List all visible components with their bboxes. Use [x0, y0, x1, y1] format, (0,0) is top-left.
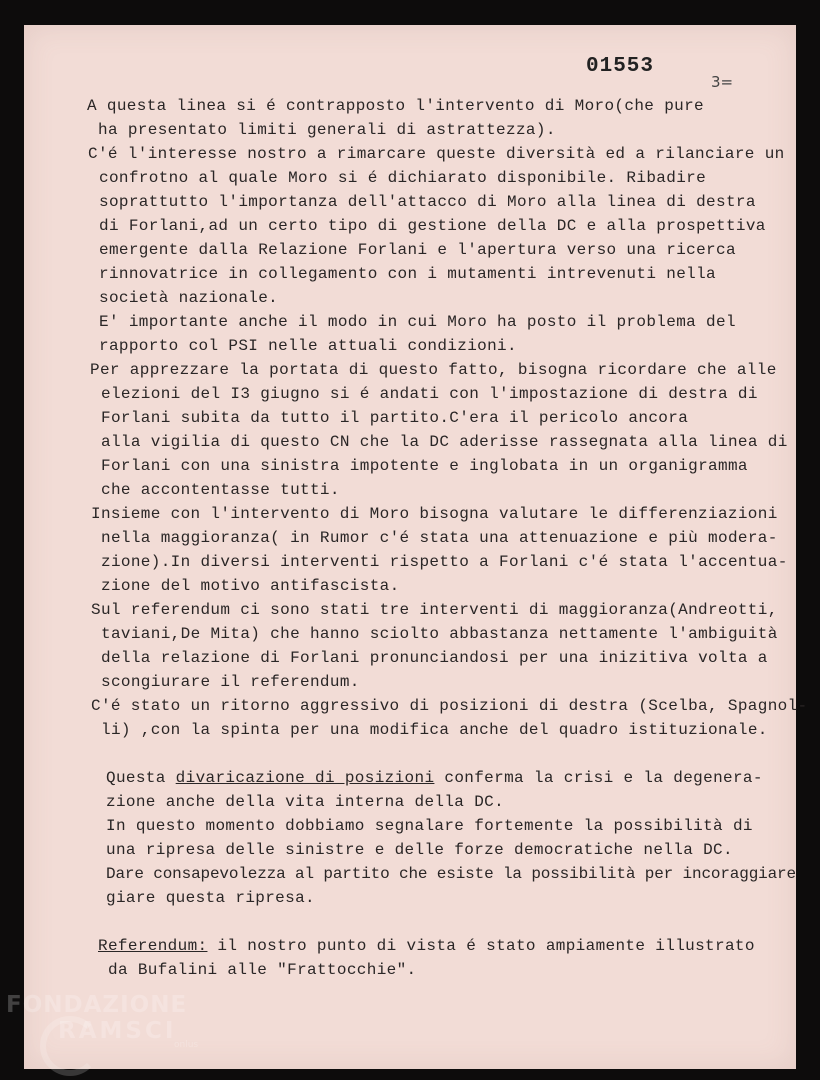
text-line: nella maggioranza( in Rumor c'é stata una attenuazione e più modera-	[101, 529, 778, 547]
text-line: elezioni del I3 giugno si é andati con l'impostazione di destra di	[101, 385, 758, 403]
text-line-divaricazione: Questa divaricazione di posizioni conferma la crisi e la degenera-	[106, 769, 763, 787]
text-line: E' importante anche il modo in cui Moro ha posto il problema del	[99, 313, 736, 331]
text-line: In questo momento dobbiamo segnalare fortemente la possibilità di	[106, 817, 753, 835]
text-line: A questa linea si é contrapposto l'intervento di Moro(che pure	[87, 97, 704, 115]
text-line: Sul referendum ci sono stati tre interventi di maggioranza(Andreotti,	[91, 601, 778, 619]
text-line: Per apprezzare la portata di questo fatto, bisogna ricordare che alle	[90, 361, 777, 379]
text-line: Insieme con l'intervento di Moro bisogna valutare le differenziazioni	[91, 505, 778, 523]
text-line: Forlani subita da tutto il partito.C'era il pericolo ancora	[101, 409, 689, 427]
text-line: emergente dalla Relazione Forlani e l'apertura verso una ricerca	[99, 241, 736, 259]
text-line: li) ,con la spinta per una modifica anche del quadro istituzionale.	[101, 721, 768, 739]
text-line: rinnovatrice in collegamento con i mutamenti intrevenuti nella	[99, 265, 716, 283]
referendum-label: Referendum:	[98, 937, 208, 955]
text-line: C'é l'interesse nostro a rimarcare queste diversità ed a rilanciare un	[88, 145, 785, 163]
text-line: ha presentato limiti generali di astrattezza).	[98, 121, 556, 139]
text-line: che accontentasse tutti.	[101, 481, 340, 499]
text-line: giare questa ripresa.	[106, 889, 315, 907]
text-line: di Forlani,ad un certo tipo di gestione della DC e alla prospettiva	[99, 217, 766, 235]
text-line: Dare consapevolezza al partito che esiste la possibilità per incoraggiare	[106, 865, 796, 883]
text-line: scongiurare il referendum.	[101, 673, 360, 691]
text-line: Forlani con una sinistra impotente e inglobata in un organigramma	[101, 457, 748, 475]
text-line: alla vigilia di questo CN che la DC aderisse rassegnata alla linea di	[101, 433, 788, 451]
text-line: soprattutto l'importanza dell'attacco di Moro alla linea di destra	[99, 193, 756, 211]
fondazione-gramsci-watermark: FONDAZIONE RAMSCI onlus	[6, 992, 198, 1050]
text-line: taviani,De Mita) che hanno sciolto abbastanza nettamente l'ambiguità	[101, 625, 778, 643]
text-line-referendum: Referendum: il nostro punto di vista é stato ampiamente illustrato	[98, 937, 755, 955]
text-line: zione).In diversi interventi rispetto a Forlani c'é stata l'accentua-	[101, 553, 788, 571]
text-line: zione anche della vita interna della DC.	[106, 793, 505, 811]
underlined-phrase: divaricazione di posizioni	[175, 769, 435, 787]
text-line: zione del motivo antifascista.	[101, 577, 400, 595]
text-line: una ripresa delle sinistre e delle forze democratiche nella DC.	[106, 841, 733, 859]
text-line: rapporto col PSI nelle attuali condizioni.	[99, 337, 517, 355]
text-line: C'é stato un ritorno aggressivo di posizioni di destra (Scelba, Spagnol-	[91, 697, 808, 715]
document-number: 01553	[586, 55, 655, 78]
text-line: confrotno al quale Moro si é dichiarato disponibile. Ribadire	[99, 169, 707, 187]
text-line: società nazionale.	[99, 289, 279, 307]
gramsci-g-icon	[40, 1016, 100, 1076]
page-mark: 3=	[711, 73, 734, 91]
document-page	[24, 25, 808, 1069]
text-line: della relazione di Forlani pronunciandosi per una inizitiva volta a	[101, 649, 768, 667]
text-line: da Bufalini alle "Frattocchie".	[108, 961, 417, 979]
